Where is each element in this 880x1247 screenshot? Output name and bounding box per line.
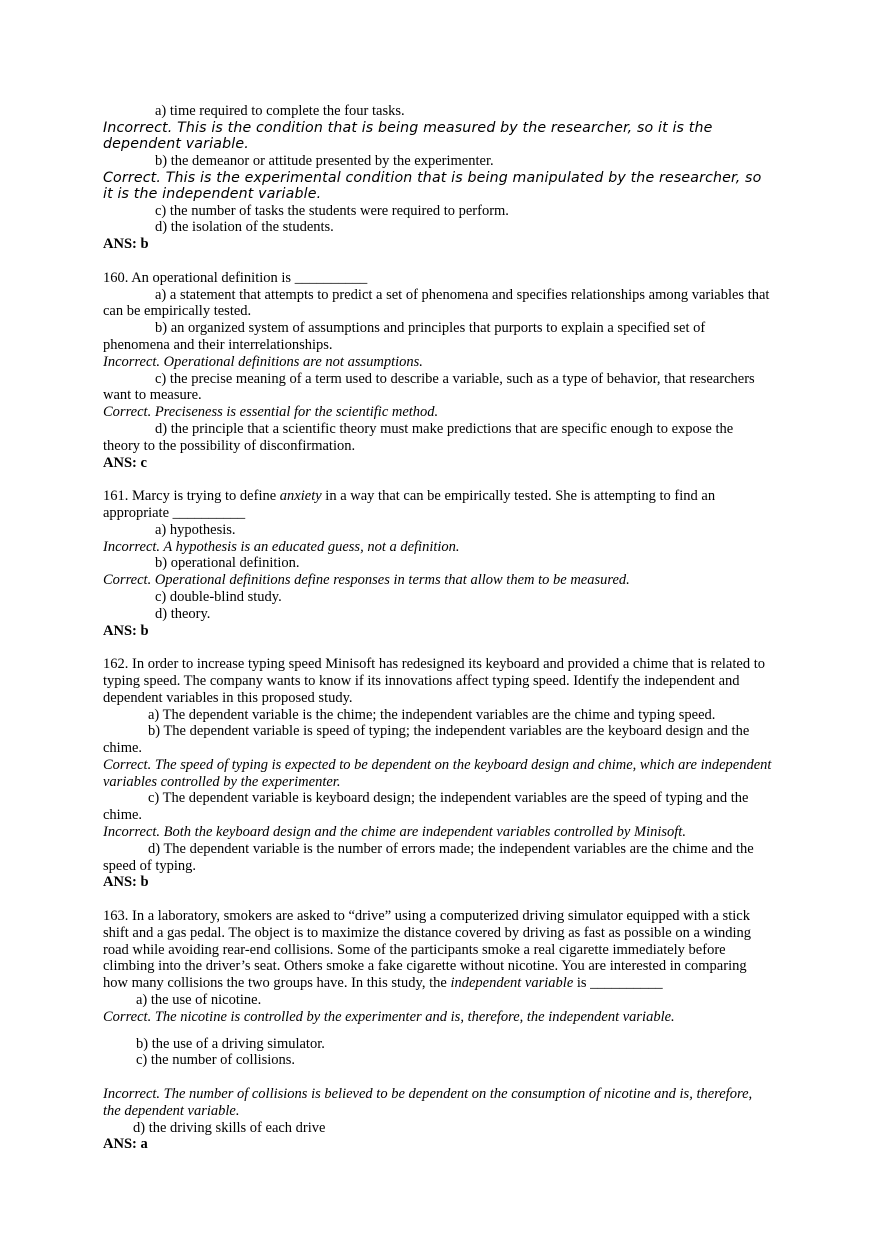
- q160-option-c: c) the precise meaning of a term used to describe a variable, such as a type of behavior, that researchers want to measure.: [103, 370, 755, 404]
- q163-stem-italic: independent variable: [450, 975, 574, 992]
- q159-answer: ANS: b: [103, 236, 149, 253]
- q161-option-a: a) hypothesis.: [155, 521, 236, 538]
- q161-stem-post: in a way that can be empirically tested. She is attempting to find an appropriate __________: [103, 488, 716, 521]
- q162-answer: ANS: b: [103, 874, 149, 891]
- q163-option-c: c) the number of collisions.: [136, 1052, 296, 1069]
- q161-stem-pre: 161. Marcy is trying to define: [103, 488, 280, 505]
- q162-stem: 162. In order to increase typing speed Minisoft has redesigned its keyboard and provided a chime that is related to typing speed. The company wants to know if its innovations affect typing speed. Identify the independent and dependent variables in this proposed study.: [103, 656, 765, 706]
- q161-option-b: b) operational definition.: [155, 555, 300, 572]
- q161-stem-italic: anxiety: [279, 488, 322, 505]
- q163-stem: [103, 908, 773, 992]
- q163-option-d: d) the driving skills of each drive: [133, 1119, 326, 1136]
- question-159: [103, 103, 773, 253]
- q161-feedback-b: Correct. Operational definitions define responses in terms that allow them to be measured.: [103, 572, 630, 589]
- q161-option-d: d) theory.: [155, 605, 211, 622]
- q159-feedback-a: Incorrect. This is the condition that is being measured by the researcher, so it is the dependent variable.: [103, 119, 713, 153]
- q162-feedback-c: Incorrect. Both the keyboard design and the chime are independent variables controlled by Minisoft.: [103, 824, 686, 841]
- q160-feedback-b: Incorrect. Operational definitions are not assumptions.: [103, 353, 423, 370]
- q160-stem: 160. An operational definition is __________: [103, 269, 368, 286]
- q163-feedback-a: Correct. The nicotine is controlled by the experimenter and is, therefore, the independent variable.: [103, 1008, 675, 1025]
- q160-option-d: d) the principle that a scientific theory must make predictions that are specific enough to expose the theory to the possibility of disconfirmation.: [103, 420, 734, 454]
- question-163: [103, 908, 773, 1153]
- q162-option-d: d) The dependent variable is the number of errors made; the independent variables are the chime and the speed of typing.: [103, 840, 754, 874]
- q162-option-a: a) The dependent variable is the chime; the independent variables are the chime and typing speed.: [148, 706, 716, 723]
- q163-option-b: b) the use of a driving simulator.: [136, 1035, 325, 1052]
- q163-stem-pre: 163. In a laboratory, smokers are asked to “drive” using a computerized driving simulator equipped with a stick shift and a gas pedal. The object is to maximize the distance covered by driving as fast as possible on a winding road while avoiding rear-end collisions. Some of the participants smoke a real cigarette immediately before climbing into the driver’s seat. Others smoke a fake cigarette without nicotine. You are interested in comparing how many collisions the two groups have. In this study, the: [103, 908, 752, 992]
- q160-feedback-c: Correct. Preciseness is essential for the scientific method.: [103, 404, 439, 421]
- q163-feedback-c: Incorrect. The number of collisions is believed to be dependent on the consumption of nicotine and is, therefore, the dependent variable.: [103, 1086, 753, 1119]
- q161-answer: ANS: b: [103, 622, 149, 639]
- q162-option-c: c) The dependent variable is keyboard design; the independent variables are the speed of typing and the chime.: [103, 790, 749, 824]
- q159-option-a: a) time required to complete the four tasks.: [155, 103, 405, 119]
- q159-option-c: c) the number of tasks the students were required to perform.: [155, 202, 509, 219]
- q163-answer: ANS: a: [103, 1136, 148, 1153]
- q161-option-c: c) double-blind study.: [155, 588, 282, 605]
- q163-stem-post: is __________: [573, 975, 663, 992]
- q159-feedback-b: Correct. This is the experimental condition that is being manipulated by the researcher, so it is the independent variable.: [103, 169, 762, 203]
- q162-option-b: b) The dependent variable is speed of typing; the independent variables are the keyboard design and the chime.: [103, 723, 750, 757]
- q159-option-d: d) the isolation of the students.: [155, 219, 334, 236]
- question-162: [103, 656, 773, 891]
- q160-answer: ANS: c: [103, 454, 147, 471]
- q160-option-b: b) an organized system of assumptions and principles that purports to explain a specified set of phenomena and their interrelationships.: [103, 320, 706, 353]
- q159-option-b: b) the demeanor or attitude presented by the experimenter.: [155, 152, 494, 169]
- question-161: [103, 488, 773, 639]
- question-160: [103, 270, 773, 472]
- q161-stem: [103, 488, 773, 522]
- q163-option-a: a) the use of nicotine.: [136, 992, 262, 1009]
- q160-option-a: a) a statement that attempts to predict a set of phenomena and specifies relationships among variables that can be empirically tested.: [103, 286, 770, 320]
- q161-feedback-a: Incorrect. A hypothesis is an educated guess, not a definition.: [103, 538, 460, 555]
- document-page: [103, 103, 773, 1153]
- q162-feedback-b: Correct. The speed of typing is expected to be dependent on the keyboard design and chime, which are independent variables controlled by the experimenter.: [103, 756, 772, 790]
